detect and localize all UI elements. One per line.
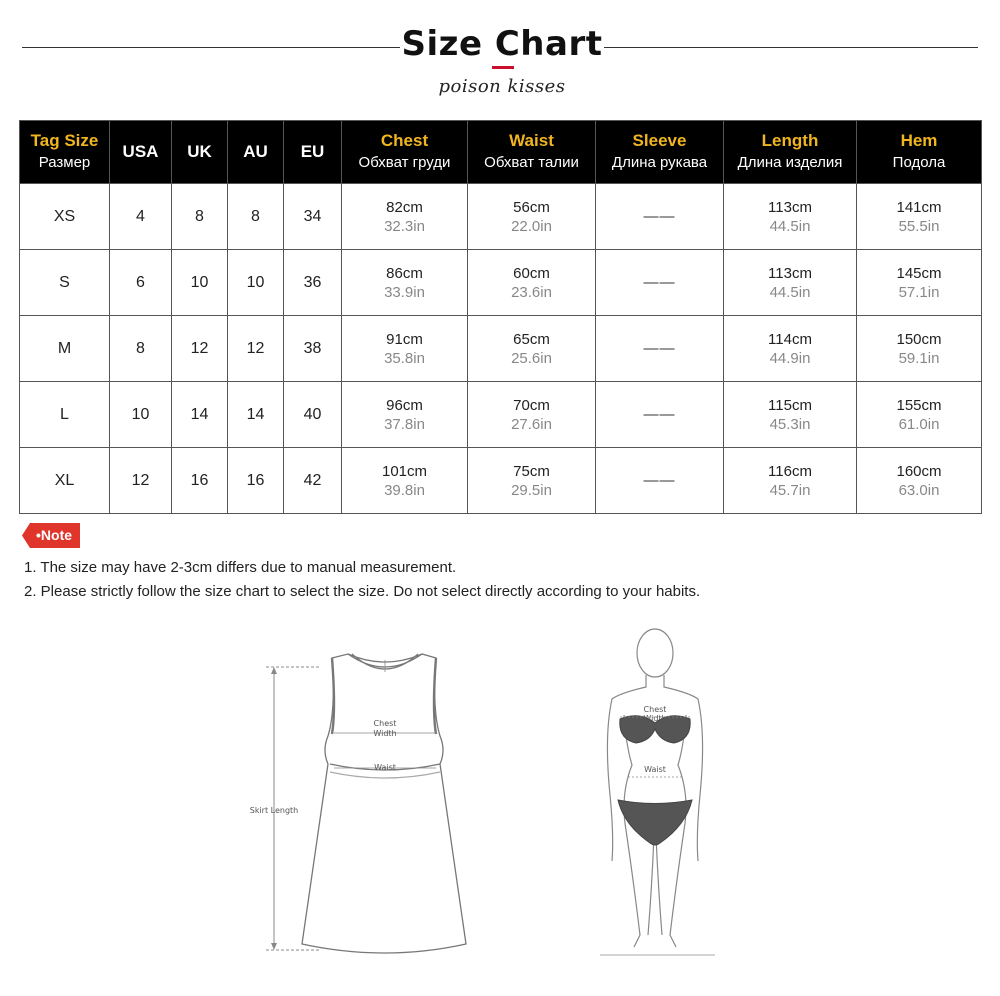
cell-au: 10 — [228, 250, 284, 316]
cell-uk: 10 — [172, 250, 228, 316]
col-header-waist: Waist Обхват талии — [468, 121, 596, 184]
cell-tag: S — [20, 250, 110, 316]
col-header-sleeve: Sleeve Длина рукава — [596, 121, 724, 184]
cell-length: 116cm 45.7in — [724, 448, 857, 514]
cell-uk: 14 — [172, 382, 228, 448]
skirt-length-label: Skirt Length — [249, 806, 299, 815]
table-header-row — [20, 121, 982, 184]
note-badge — [22, 523, 80, 548]
table-row — [20, 448, 982, 514]
cell-usa: 4 — [110, 184, 172, 250]
cell-length: 113cm 44.5in — [724, 250, 857, 316]
cell-length: 114cm 44.9in — [724, 316, 857, 382]
cell-sleeve: —— — [596, 250, 724, 316]
table-row — [20, 316, 982, 382]
figure-chest-label: Chest — [643, 705, 667, 714]
dress-waist-label: Waist — [374, 763, 396, 772]
col-header-usa: USA — [110, 121, 172, 184]
cell-chest: 91cm 35.8in — [342, 316, 468, 382]
cell-eu: 38 — [284, 316, 342, 382]
cell-hem: 160cm 63.0in — [857, 448, 982, 514]
table-row — [20, 184, 982, 250]
cell-au: 8 — [228, 184, 284, 250]
col-header-tag-size: Tag Size Размер — [20, 121, 110, 184]
cell-sleeve: —— — [596, 382, 724, 448]
cell-waist: 75cm 29.5in — [468, 448, 596, 514]
header-rule-right — [604, 47, 978, 48]
cell-length: 115cm 45.3in — [724, 382, 857, 448]
cell-eu: 40 — [284, 382, 342, 448]
cell-usa: 6 — [110, 250, 172, 316]
size-chart-table — [19, 120, 982, 514]
dress-chest-label: Chest — [373, 719, 397, 728]
cell-waist: 60cm 23.6in — [468, 250, 596, 316]
cell-eu: 42 — [284, 448, 342, 514]
note-label: •Note — [36, 527, 73, 543]
col-header-length: Length Длина изделия — [724, 121, 857, 184]
dress-chest-label-2: Width — [373, 729, 397, 738]
cell-eu: 34 — [284, 184, 342, 250]
cell-au: 14 — [228, 382, 284, 448]
cell-waist: 70cm 27.6in — [468, 382, 596, 448]
cell-eu: 36 — [284, 250, 342, 316]
figure-waist-label: Waist — [644, 765, 666, 774]
cell-uk: 12 — [172, 316, 228, 382]
cell-hem: 145cm 57.1in — [857, 250, 982, 316]
note-line-2: 2. Please strictly follow the size chart to select the size. Do not select directly according to your habits. — [24, 583, 701, 600]
cell-chest: 82cm 32.3in — [342, 184, 468, 250]
cell-usa: 8 — [110, 316, 172, 382]
dress-outline — [302, 654, 466, 953]
cell-sleeve: —— — [596, 448, 724, 514]
figure-chest-label-2: Width — [643, 714, 667, 723]
cell-sleeve: —— — [596, 184, 724, 250]
body-measurement-illustration — [590, 615, 730, 960]
cell-hem: 141cm 55.5in — [857, 184, 982, 250]
cell-tag: L — [20, 382, 110, 448]
cell-uk: 8 — [172, 184, 228, 250]
cell-length: 113cm 44.5in — [724, 184, 857, 250]
title-accent-bar — [492, 66, 514, 69]
cell-hem: 155cm 61.0in — [857, 382, 982, 448]
note-line-1: 1. The size may have 2-3cm differs due to manual measurement. — [24, 559, 457, 576]
table-row — [20, 382, 982, 448]
brand-name: poison kisses — [438, 76, 566, 97]
cell-waist: 56cm 22.0in — [468, 184, 596, 250]
cell-tag: XL — [20, 448, 110, 514]
dress-measurement-illustration — [240, 640, 480, 960]
cell-tag: XS — [20, 184, 110, 250]
body-outline — [607, 629, 702, 947]
cell-waist: 65cm 25.6in — [468, 316, 596, 382]
cell-sleeve: —— — [596, 316, 724, 382]
cell-usa: 12 — [110, 448, 172, 514]
cell-hem: 150cm 59.1in — [857, 316, 982, 382]
cell-chest: 101cm 39.8in — [342, 448, 468, 514]
table-row — [20, 250, 982, 316]
cell-chest: 96cm 37.8in — [342, 382, 468, 448]
col-header-eu: EU — [284, 121, 342, 184]
col-header-chest: Chest Обхват груди — [342, 121, 468, 184]
cell-chest: 86cm 33.9in — [342, 250, 468, 316]
page-title: Size Chart — [401, 24, 603, 64]
col-header-uk: UK — [172, 121, 228, 184]
bikini-bottom-shape — [618, 800, 692, 845]
cell-uk: 16 — [172, 448, 228, 514]
cell-tag: M — [20, 316, 110, 382]
col-header-hem: Hem Подола — [857, 121, 982, 184]
col-header-au: AU — [228, 121, 284, 184]
cell-au: 16 — [228, 448, 284, 514]
cell-usa: 10 — [110, 382, 172, 448]
cell-au: 12 — [228, 316, 284, 382]
header-rule-left — [22, 47, 400, 48]
